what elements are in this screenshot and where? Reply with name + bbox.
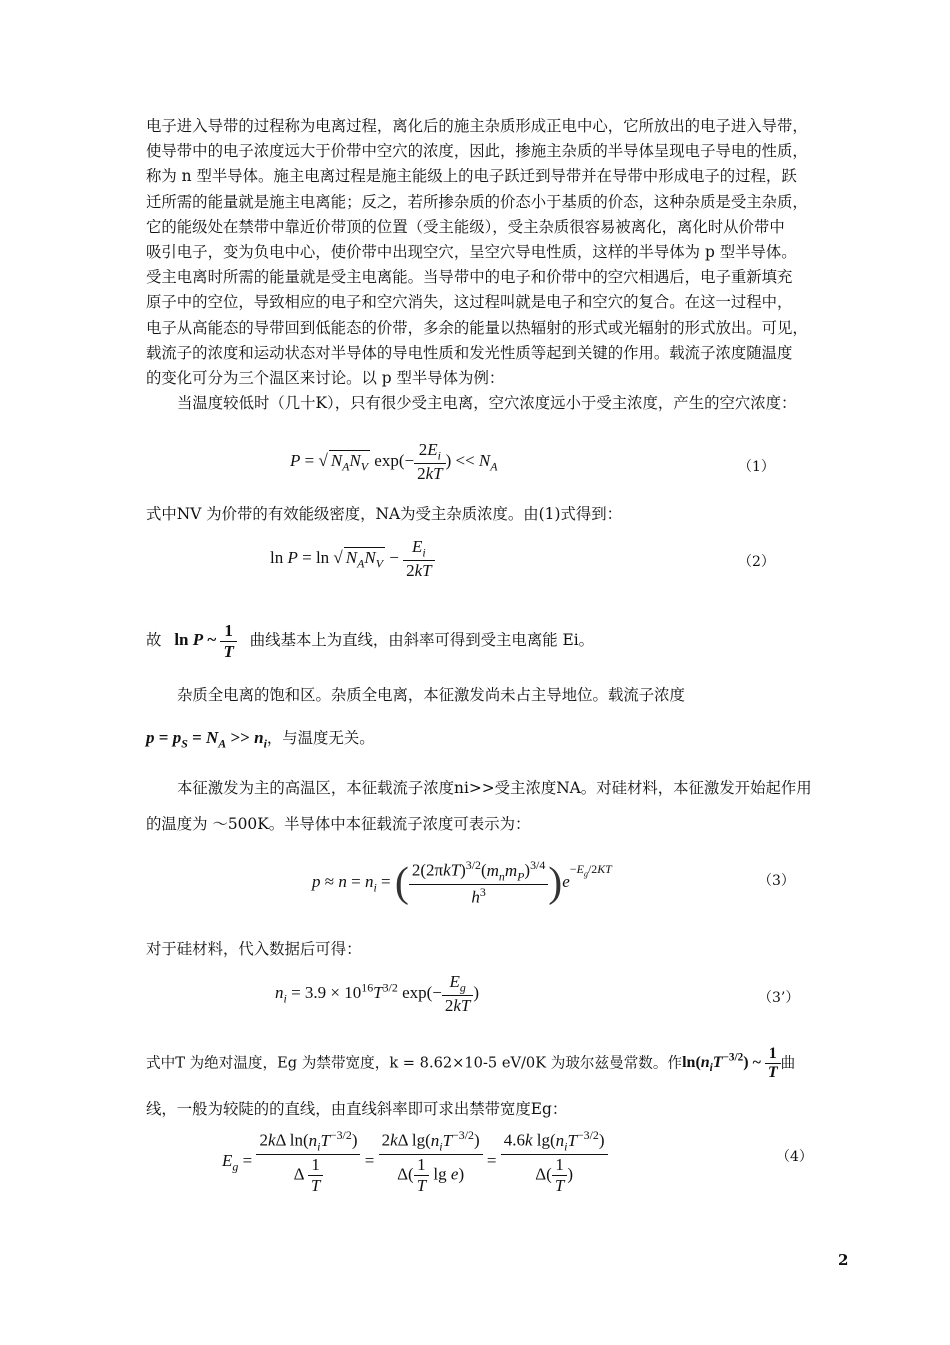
intro-paragraph	[146, 114, 850, 416]
equation-3-prime: $n_i = 3.9 \times 10^{16}T^{3/2}$ exp(− $\frac{E_g}{2kT}$ )	[275, 972, 480, 1016]
equation-2: ln P = ln √ $N_AN_V$ − $\frac{E_i}{2kT}$	[270, 537, 435, 581]
text-line: 使导带中的电子浓度远大于价带中空穴的浓度，因此，掺施主杂质的半导体呈现电子导电的性质，	[146, 142, 808, 161]
intrinsic-paragraph: 本征激发为主的高温区，本征载流子浓度ni>>受主浓度NA。对硅材料，本征激发开始起作用 的温度为 ～500K。半导体中本征载流子浓度可表示为：	[146, 779, 812, 833]
equation-3: $p \approx n = n_i$ = ( $\frac{2(2\pi kT)^{3/2}(m_nm_P)^{3/4}}{h^3}$ )$e^{-E_g/2KT}$	[312, 858, 612, 907]
text-line: 受主电离时所需的能量就是受主电离能。当导带中的电子和价带中的空穴相遇后，电子重新填充	[146, 268, 793, 287]
text-line: 原子中的空位，导致相应的电子和空穴消失，这过程叫就是电子和空穴的复合。在这一过程中，	[146, 293, 793, 312]
text-line: 迁所需的能量就是施主电离能；反之，若所掺杂质的价态小于基质的价态，这种杂质是受主杂质，	[146, 192, 808, 211]
text-line: 电子从高能态的导带回到低能态的价带，多余的能量以热辐射的形式或光辐射的形式放出。可见，	[146, 318, 808, 337]
equation-3-prime-label: （3’）	[758, 990, 800, 1006]
where-t-paragraph: 式中T 为绝对温度，Eg 为禁带宽度，k = 8.62×10-5 eV/0K 为玻尔兹曼常数。作$\ln(n_iT^{-3/2})$ ~ $\frac{1}{T}$ 曲 线，一般为较陡的的直线，由直线斜率即可求出禁带宽度Eg：	[146, 1045, 796, 1118]
equation-3-label: （3）	[758, 873, 795, 889]
equation-1: P = √ $N_AN_V$ exp(− $\frac{2E_i}{2kT}$ ) << $N_A$	[290, 440, 498, 484]
equation-2-label: （2）	[738, 554, 775, 570]
page-number: 2	[838, 1251, 849, 1269]
saturation-formula-line: $p = p_S = N_A >> n_i$，与温度无关。	[146, 728, 375, 751]
text-line: 载流子的浓度和运动状态对半导体的导电性质和发光性质等起到关键的作用。载流子浓度随温度	[146, 343, 793, 362]
equation-4-label: （4）	[776, 1149, 813, 1165]
text-line: 称为 n 型半导体。施主电离过程是施主能级上的电子跃迁到导带并在导带中形成电子的过程，跃	[146, 167, 797, 186]
equation-1-label: （1）	[738, 459, 775, 475]
text-line: 电子进入导带的过程称为电离过程，离化后的施主杂质形成正电中心，它所放出的电子进入导带，	[146, 117, 808, 135]
text-line: 它的能级处在禁带中靠近价带顶的位置（受主能级），受主杂质很容易被离化，离化时从价带中	[146, 217, 785, 236]
ln-nit-formula: $\ln(n_iT^{-3/2})$ ~ $\frac{1}{T}$	[682, 1054, 781, 1071]
slope-prefix: 故	[146, 631, 162, 649]
equation-4: $E_g$ = 2kΔ $\ln(n_iT^{-3/2})$ Δ $\frac{1}{T}$ = 2kΔ $\lg(n_iT^{-3/2})$ Δ( $\frac{1}{T}$ lg e) = 4.6k $\lg(n_iT^{-3/2})$ Δ( $\frac{1}{T}$ )	[222, 1128, 608, 1196]
silicon-text: 对于硅材料，代入数据后可得：	[146, 940, 362, 958]
slope-text	[146, 620, 850, 662]
low-temp-paragraph: 当温度较低时（几十K），只有很少受主电离，空穴浓度远小于受主浓度，产生的空穴浓度：	[177, 394, 797, 413]
lnp-over-t: ln P ~ $\frac{1}{T}$	[174, 630, 237, 649]
text-line: 吸引电子，变为负电中心，使价带中出现空穴，呈空穴导电性质，这样的半导体为 p 型半导体。	[146, 243, 797, 262]
text-line: 的变化可分为三个温区来讨论。以 p 型半导体为例：	[146, 369, 505, 388]
saturation-formula: $p = p_S = N_A >> n_i$	[146, 728, 267, 751]
slope-suffix: 曲线基本上为直线，由斜率可得到受主电离能 Ei。	[249, 631, 595, 649]
after-eq1-text: 式中NV 为价带的有效能级密度，NA为受主杂质浓度。由(1)式得到：	[146, 505, 623, 523]
saturation-paragraph: 杂质全电离的饱和区。杂质全电离，本征激发尚未占主导地位。载流子浓度	[177, 686, 685, 704]
